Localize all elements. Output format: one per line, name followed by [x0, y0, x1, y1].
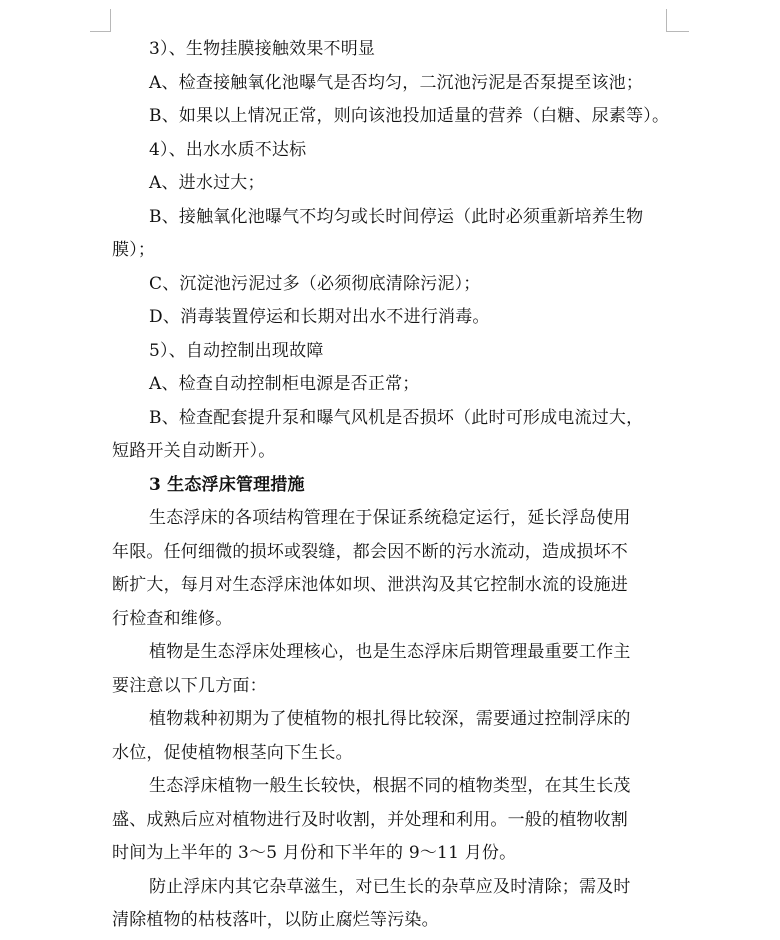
text-line: 植物是生态浮床处理核心，也是生态浮床后期管理最重要工作主	[149, 642, 631, 662]
text-line: 行检查和维修。	[112, 608, 233, 629]
text-line: 水位，促使植物根茎向下生长。	[112, 742, 353, 763]
text-line: 生态浮床的各项结构管理在于保证系统稳定运行，延长浮岛使用	[149, 508, 631, 528]
text-line: B、检查配套提升泵和曝气风机是否损坏（此时可形成电流过大，	[149, 407, 644, 428]
document-body	[112, 33, 672, 938]
section-heading: 3 生态浮床管理措施	[149, 474, 305, 495]
text-line: 断扩大，每月对生态浮床池体如坝、泄洪沟及其它控制水流的设施进	[112, 575, 628, 595]
text-line: 盛、成熟后应对植物进行及时收割，并处理和利用。一般的植物收割	[112, 809, 628, 830]
text-line: D、消毒装置停运和长期对出水不进行消毒。	[149, 307, 490, 327]
text-line: 年限。任何细微的损坏或裂缝，都会因不断的污水流动，造成损坏不	[112, 541, 628, 562]
text-line: 植物栽种初期为了使植物的根扎得比较深，需要通过控制浮床的	[149, 709, 631, 729]
text-line: 4）、出水水质不达标	[149, 139, 307, 160]
text-line: 膜）；	[112, 240, 156, 260]
text-line: C、沉淀池污泥过多（必须彻底清除污泥）；	[149, 273, 481, 294]
text-line: 清除植物的枯枝落叶，以防止腐烂等污染。	[112, 910, 439, 930]
text-line: 要注意以下几方面：	[112, 675, 267, 696]
text-line: 3）、生物挂膜接触效果不明显	[149, 39, 376, 59]
text-line: 短路开关自动断开）。	[112, 441, 276, 461]
text-line: 时间为上半年的 3～5 月份和下半年的 9～11 月份。	[112, 843, 517, 863]
text-line: B、接触氧化池曝气不均匀或长时间停运（此时必须重新培养生物	[149, 206, 644, 227]
text-line: A、进水过大；	[149, 173, 265, 193]
text-line: 生态浮床植物一般生长较快，根据不同的植物类型，在其生长茂	[149, 776, 631, 796]
crop-mark-top-right	[666, 9, 689, 32]
text-line: A、检查接触氧化池曝气是否均匀，二沉池污泥是否泵提至该池；	[149, 72, 644, 93]
text-line: 5）、自动控制出现故障	[149, 340, 324, 361]
crop-mark-top-left	[90, 9, 111, 32]
text-line: A、检查自动控制柜电源是否正常；	[149, 374, 420, 394]
text-line: 防止浮床内其它杂草滋生，对已生长的杂草应及时清除；需及时	[149, 876, 631, 897]
text-line: B、如果以上情况正常，则向该池投加适量的营养（白糖、尿素等）。	[149, 106, 670, 126]
